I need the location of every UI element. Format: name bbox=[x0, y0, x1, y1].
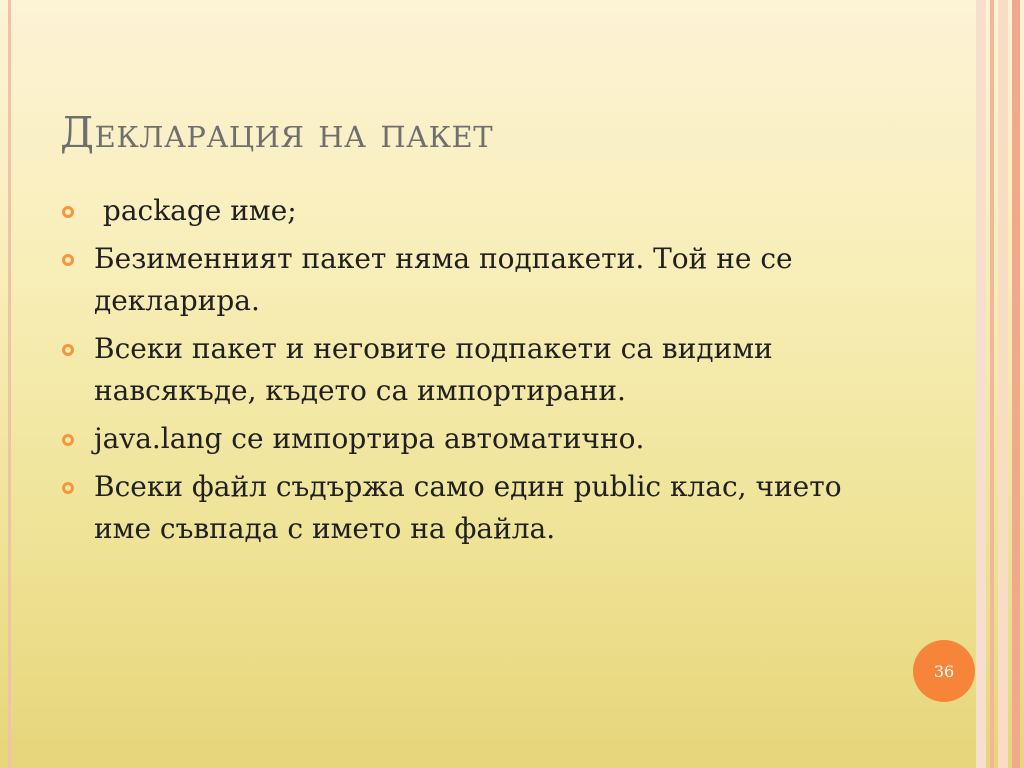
bullet-item bbox=[60, 238, 890, 322]
bullet-text: Всеки файл съдържа само един public клас, чието име съвпада с името на файла. bbox=[94, 470, 842, 545]
bullet-item bbox=[60, 466, 890, 550]
ring-bullet-icon bbox=[62, 482, 74, 494]
right-decorative-stripes bbox=[976, 0, 1024, 768]
page-number: 36 bbox=[933, 661, 955, 681]
bullet-item bbox=[60, 190, 890, 232]
left-border-line bbox=[8, 0, 11, 768]
bullet-text: package име; bbox=[94, 194, 297, 227]
bullet-list bbox=[60, 190, 890, 556]
stripe-4 bbox=[1012, 0, 1020, 768]
ring-bullet-icon bbox=[62, 206, 74, 218]
slide-title: Декларация на пакет bbox=[60, 108, 494, 157]
ring-bullet-icon bbox=[62, 344, 74, 356]
stripe-3 bbox=[998, 0, 1008, 768]
bullet-item bbox=[60, 328, 890, 412]
bullet-text: Всеки пакет и неговите подпакети са видими навсякъде, където са импортирани. bbox=[94, 332, 773, 407]
bullet-item bbox=[60, 418, 890, 460]
stripe-2 bbox=[990, 0, 994, 768]
ring-bullet-icon bbox=[62, 254, 74, 266]
bullet-text: Безименният пакет няма подпакети. Той не се декларира. bbox=[94, 242, 793, 317]
bullet-text: java.lang се импортира автоматично. bbox=[94, 422, 645, 455]
ring-bullet-icon bbox=[62, 434, 74, 446]
page-number-badge bbox=[913, 640, 975, 702]
stripe-1 bbox=[976, 0, 986, 768]
